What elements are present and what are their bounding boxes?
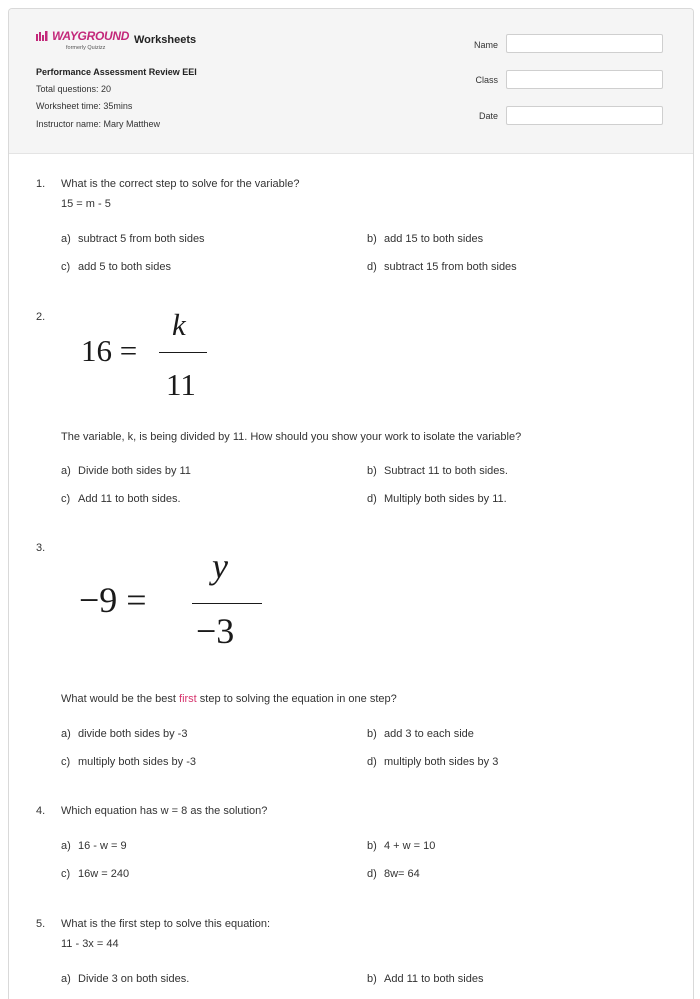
option-letter: a) (61, 233, 71, 245)
option-b (367, 728, 474, 740)
option-letter: a) (61, 973, 71, 985)
question-text: What is the correct step to solve for the variable? (61, 178, 300, 190)
option-text: add 15 to both sides (384, 233, 484, 245)
option-letter: b) (367, 973, 377, 985)
option-letter: d) (367, 261, 377, 273)
fraction-bar (192, 603, 262, 604)
question-text (61, 693, 397, 705)
question-text: What is the first step to solve this equation: (61, 918, 271, 930)
option-letter: b) (367, 233, 377, 245)
option-text: Add 11 to both sides. (78, 493, 181, 505)
option-d (367, 756, 498, 768)
question-text: Which equation has w = 8 as the solution? (61, 805, 268, 817)
option-letter: c) (61, 493, 71, 505)
class-label: Class (475, 75, 498, 85)
equation-numerator: k (172, 307, 186, 342)
option-text: 8w= 64 (384, 868, 420, 880)
option-text: Add 11 to both sides (384, 973, 484, 985)
option-text: add 3 to each side (384, 728, 474, 740)
option-letter: c) (61, 261, 71, 273)
option-text: Divide both sides by 11 (78, 465, 191, 477)
option-letter: d) (367, 493, 377, 505)
option-text: multiply both sides by -3 (78, 756, 196, 768)
option-letter: c) (61, 756, 71, 768)
option-letter: b) (367, 840, 377, 852)
option-a (61, 233, 205, 245)
question-number: 5. (36, 918, 46, 930)
equation-denominator: 11 (166, 367, 196, 402)
equation-denominator: −3 (196, 611, 235, 651)
question-number: 4. (36, 805, 46, 817)
option-d (367, 261, 517, 273)
worksheet-title: Performance Assessment Review EEI (36, 67, 197, 77)
question-number: 2. (36, 311, 46, 323)
option-a (61, 465, 191, 477)
option-letter: b) (367, 465, 377, 477)
question-text-end: step to solving the equation in one step? (196, 693, 397, 705)
option-letter: d) (367, 868, 377, 880)
option-a (61, 840, 127, 852)
option-b (367, 233, 483, 245)
question-text-start: What would be the best (61, 693, 180, 705)
option-a (61, 728, 187, 740)
question-equation-text: 15 = m - 5 (61, 198, 111, 210)
question-equation-text: 11 - 3x = 44 (61, 938, 119, 950)
option-text: Multiply both sides by 11. (384, 493, 507, 505)
total-questions: Total questions: 20 (36, 84, 112, 94)
name-label: Name (473, 40, 498, 50)
option-letter: a) (61, 465, 71, 477)
logo-text: WAYGROUND (52, 29, 130, 43)
option-letter: c) (61, 868, 71, 880)
question-text: The variable, k, is being divided by 11. How should you show your work to isolate the variable? (61, 431, 522, 443)
option-b (367, 465, 508, 477)
equation-lhs: 16 = (81, 333, 138, 368)
worksheet-page (8, 8, 694, 999)
worksheet-time: Worksheet time: 35mins (36, 101, 133, 111)
option-letter: a) (61, 840, 71, 852)
option-text: multiply both sides by 3 (384, 756, 499, 768)
option-letter: a) (61, 728, 71, 740)
date-input[interactable] (506, 106, 663, 125)
question-number: 1. (36, 178, 46, 190)
wayground-logo (36, 29, 128, 55)
option-letter: d) (367, 756, 377, 768)
option-text: 4 + w = 10 (384, 840, 436, 852)
option-text: 16 - w = 9 (78, 840, 127, 852)
option-c (61, 868, 129, 880)
instructor-name: Instructor name: Mary Matthew (36, 119, 161, 129)
option-c (61, 261, 171, 273)
option-c (61, 756, 196, 768)
logo-mark-icon (36, 31, 50, 41)
option-a (61, 973, 189, 985)
option-text: add 5 to both sides (78, 261, 171, 273)
option-text: 16w = 240 (78, 868, 130, 880)
logo-subtext: formerly Quizizz (66, 45, 106, 51)
option-b (367, 840, 435, 852)
option-text: Divide 3 on both sides. (78, 973, 190, 985)
option-text: divide both sides by -3 (78, 728, 188, 740)
equation-numerator: y (212, 546, 228, 586)
option-c (61, 493, 181, 505)
option-d (367, 868, 420, 880)
class-input[interactable] (506, 70, 663, 89)
product-name: Worksheets (134, 34, 197, 46)
option-d (367, 493, 507, 505)
question-number: 3. (36, 542, 46, 554)
equation-lhs: −9 = (79, 580, 147, 620)
worksheet-header (9, 9, 693, 154)
fraction-bar (159, 352, 207, 353)
option-text: subtract 15 from both sides (384, 261, 517, 273)
date-label: Date (478, 111, 498, 121)
option-letter: b) (367, 728, 377, 740)
option-text: Subtract 11 to both sides. (384, 465, 508, 477)
name-input[interactable] (506, 34, 663, 53)
option-text: subtract 5 from both sides (78, 233, 205, 245)
highlighted-word: first (179, 693, 197, 705)
option-b (367, 973, 483, 985)
